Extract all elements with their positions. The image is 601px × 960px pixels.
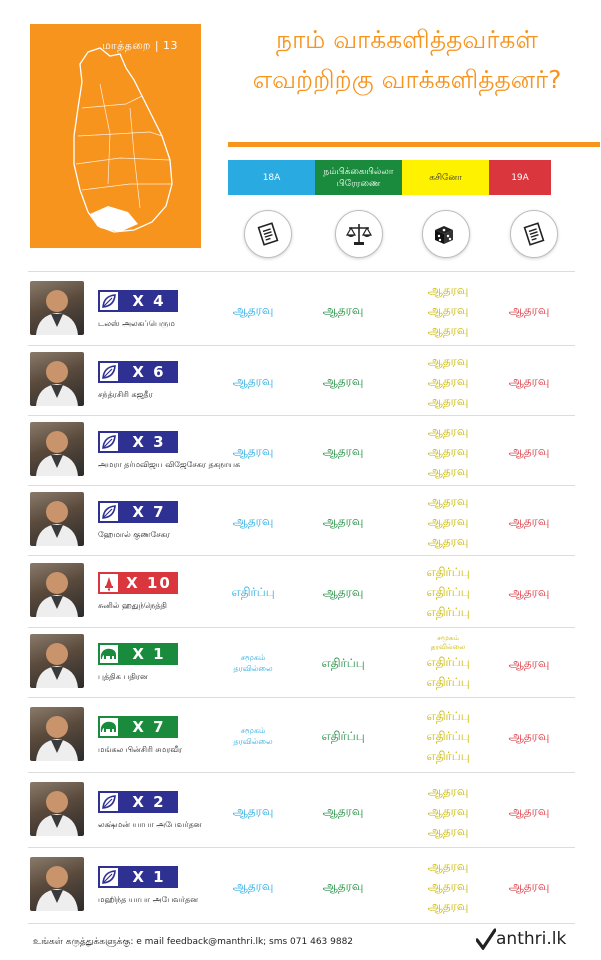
preference-number: X 2 [120,791,178,813]
mp-row [28,556,575,628]
vote-no-confidence [298,773,388,848]
vote-casino [403,486,493,556]
vote-18a [208,628,298,698]
vote-value: ஆதரவு [322,585,364,599]
column-header-19a: 19A [489,160,551,195]
vote-value: ஆதரவு [427,424,469,438]
preference-number: X 4 [120,290,178,312]
vote-value: ஆதரவு [427,494,469,508]
mp-photo [30,707,84,761]
vote-18a [208,698,298,773]
vote-value: ஆதரவு [427,803,469,818]
vote-value: ஆதரவு [508,803,550,818]
dice-icon [422,210,470,258]
vote-19a [484,848,574,924]
mp-photo [30,492,84,546]
vote-19a [484,556,574,628]
vote-value: ஆதரவு [427,879,469,893]
vote-value: ஆதரவு [427,783,469,798]
mp-name: டலஸ் அலகப்பெரும [98,319,175,328]
vote-value: எதிர்ப்பு [426,728,470,743]
leaf-icon [98,866,120,888]
vote-18a [208,274,298,346]
column-header-18a: 18A [228,160,315,195]
vote-19a [484,416,574,486]
vote-value: ஆதரவு [232,803,274,818]
district-map-card [30,24,201,248]
party-number-badge [98,643,178,665]
sri-lanka-map-icon [30,24,201,248]
preference-number: X 1 [120,866,178,888]
mp-row [28,698,575,773]
vote-value: ஆதரவு [427,323,469,337]
vote-19a [484,486,574,556]
feedback-footer: உங்கள் கருத்துக்களுக்கு: e mail feedback@manthri.lk; sms 071 463 9882 [33,937,354,947]
vote-value: எதிர்ப்பு [426,565,470,579]
vote-value: ஆதரவு [508,444,550,458]
mp-photo [30,857,84,911]
mp-name: மஹிந்த யாபா அபேவர்தன [98,895,198,904]
vote-value: தரவில்லை [233,664,273,673]
vote-value: ஆதரவு [427,823,469,838]
party-number-badge [98,290,178,312]
party-number-badge [98,791,178,813]
preference-number: X 7 [120,501,178,523]
vote-value: ஆதரவு [427,283,469,297]
vote-value: எதிர்ப்பு [426,585,470,599]
mp-name: புத்திக பதிரன [98,672,148,681]
party-number-badge [98,572,178,594]
mp-row [28,346,575,416]
mp-name: சுனில் ஹதுந்நெத்தி [98,601,167,610]
vote-value: ஆதரவு [508,585,550,599]
vote-value: ஆதரவு [427,534,469,548]
vote-casino [403,274,493,346]
vote-value: ஆதரவு [427,899,469,913]
mp-photo [30,634,84,688]
mp-row [28,848,575,924]
mp-row [28,416,575,486]
party-number-badge [98,361,178,383]
vote-casino [403,346,493,416]
title-line-1: நாம் வாக்களித்தவர்கள் [276,25,538,54]
vote-value: எதிர்ப்பு [426,655,470,669]
column-header-casino: கசினோ [402,160,489,195]
vote-value: ஆதரவு [232,444,274,458]
vote-casino [403,848,493,924]
vote-no-confidence [298,848,388,924]
document-icon [244,210,292,258]
preference-number: X 3 [120,431,178,453]
document-icon [510,210,558,258]
preference-number: X 6 [120,361,178,383]
title-divider [228,142,600,147]
vote-value: எதிர்ப்பு [231,585,275,599]
mp-name: அமரா தர்மவிஜய விஜேசேகர தகநாயக [98,460,241,469]
vote-19a [484,346,574,416]
vote-18a [208,556,298,628]
column-header-no-confidence: நம்பிக்கையில்லா பிரேரணை [315,160,402,195]
vote-18a [208,416,298,486]
vote-no-confidence [298,486,388,556]
vote-value: எதிர்ப்பு [321,656,365,670]
vote-value: ஆதரவு [427,394,469,408]
vote-value: ஆதரவு [232,374,274,388]
party-number-badge [98,866,178,888]
vote-value: எதிர்ப்பு [426,605,470,619]
preference-number: X 10 [120,572,178,594]
leaf-icon [98,290,120,312]
leaf-icon [98,431,120,453]
vote-value: ஆதரவு [427,464,469,478]
vote-casino [403,556,493,628]
vote-value: ஆதரவு [322,514,364,528]
vote-18a [208,848,298,924]
mp-photo [30,281,84,335]
vote-value: ஆதரவு [322,303,364,317]
vote-no-confidence [298,556,388,628]
party-number-badge [98,716,178,738]
vote-value: ஆதரவு [508,879,550,893]
vote-no-confidence [298,416,388,486]
vote-value: எதிர்ப்பு [426,675,470,689]
vote-19a [484,274,574,346]
vote-18a [208,346,298,416]
mp-photo [30,782,84,836]
vote-casino [403,628,493,698]
leaf-icon [98,501,120,523]
vote-value: ஆதரவு [508,514,550,528]
row-divider [28,923,575,924]
vote-value: ஆதரவு [508,728,550,743]
bell-icon [98,572,120,594]
vote-value: ஆதரவு [232,514,274,528]
vote-value: ஆதரவு [427,859,469,873]
vote-casino [403,416,493,486]
brand-name: anthri.lk [496,929,567,949]
vote-value: சமூகம் [437,634,459,642]
checkmark-icon [476,928,496,950]
manthri-logo [476,928,566,950]
vote-value: ஆதரவு [232,879,274,893]
leaf-icon [98,361,120,383]
vote-19a [484,698,574,773]
vote-18a [208,486,298,556]
vote-value: ஆதரவு [508,656,550,670]
vote-value: ஆதரவு [427,354,469,368]
vote-no-confidence [298,274,388,346]
vote-value: சமூகம் [240,653,266,662]
elephant-icon [98,716,120,738]
vote-value: ஆதரவு [427,444,469,458]
vote-value: தரவில்லை [430,643,466,651]
vote-value: ஆதரவு [427,303,469,317]
party-number-badge [98,431,178,453]
mp-name: லக்ஷ்மன் யாபா அபேவர்தன [98,820,202,829]
mp-row [28,773,575,848]
vote-value: ஆதரவு [322,374,364,388]
vote-value: தரவில்லை [233,736,273,746]
vote-value: சமூகம் [240,725,266,735]
mp-row [28,274,575,346]
vote-value: ஆதரவு [427,374,469,388]
mp-photo [30,422,84,476]
vote-casino [403,773,493,848]
elephant-icon [98,643,120,665]
mp-row [28,628,575,698]
header-divider [28,271,575,272]
vote-19a [484,628,574,698]
vote-value: ஆதரவு [322,444,364,458]
scales-icon [335,210,383,258]
vote-value: எதிர்ப்பு [321,728,365,743]
preference-number: X 1 [120,643,178,665]
leaf-icon [98,791,120,813]
district-label: மாத்தறை | 13 [102,39,179,52]
vote-value: ஆதரவு [508,303,550,317]
vote-value: ஆதரவு [322,803,364,818]
vote-value: ஆதரவு [508,374,550,388]
vote-value: ஆதரவு [427,514,469,528]
mp-photo [30,563,84,617]
vote-value: ஆதரவு [232,303,274,317]
vote-19a [484,773,574,848]
vote-no-confidence [298,628,388,698]
vote-18a [208,773,298,848]
vote-value: எதிர்ப்பு [426,708,470,723]
mp-photo [30,352,84,406]
mp-row [28,486,575,556]
party-number-badge [98,501,178,523]
vote-no-confidence [298,698,388,773]
page-title [222,20,592,100]
vote-casino [403,698,493,773]
vote-value: ஆதரவு [322,879,364,893]
mp-name: ஹேமால் குணசேகர [98,530,170,539]
vote-value: எதிர்ப்பு [426,748,470,763]
mp-name: சந்த்ரசிரி கஜதீர [98,390,153,399]
vote-no-confidence [298,346,388,416]
mp-name: மங்கல பின்சிரி சமரவீர [98,745,183,754]
preference-number: X 7 [120,716,178,738]
title-line-2: எவற்றிற்கு வாக்களித்தனர்? [252,65,562,94]
